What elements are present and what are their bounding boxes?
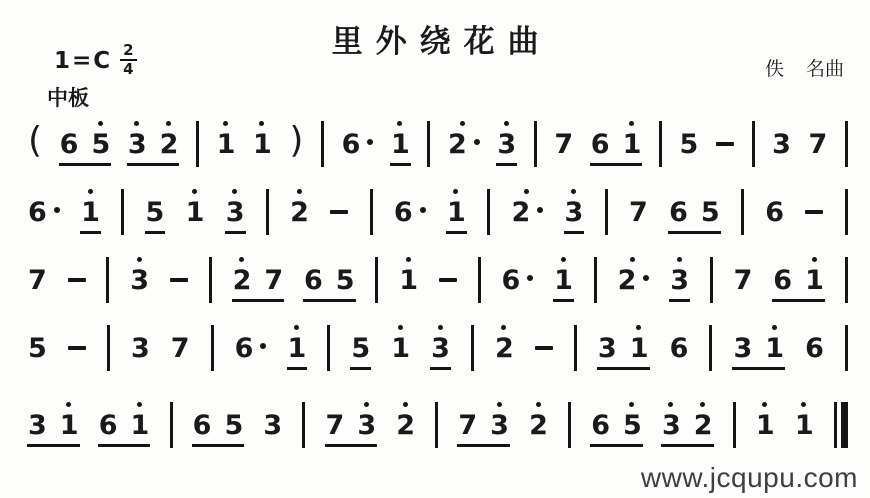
barline bbox=[375, 257, 378, 303]
octave-dot bbox=[398, 325, 403, 330]
note-number: 6 bbox=[765, 196, 785, 228]
note-group bbox=[670, 264, 690, 296]
note-number: 6 bbox=[805, 332, 824, 364]
note bbox=[733, 332, 753, 364]
note bbox=[590, 128, 610, 160]
barline bbox=[121, 189, 124, 235]
note-group bbox=[591, 409, 642, 441]
octave-dot bbox=[364, 402, 369, 407]
note-group bbox=[98, 409, 150, 441]
note-group bbox=[81, 196, 100, 228]
note-group bbox=[28, 409, 79, 441]
note bbox=[28, 196, 60, 228]
barline bbox=[845, 189, 848, 235]
note bbox=[497, 128, 517, 160]
note bbox=[391, 128, 410, 160]
octave-dot bbox=[561, 257, 566, 262]
barline bbox=[302, 402, 305, 448]
note bbox=[98, 409, 118, 441]
page-title: 里外绕花曲 bbox=[331, 24, 552, 60]
note-group bbox=[447, 196, 466, 228]
note-number: 2 bbox=[232, 264, 252, 296]
note-number: 1 bbox=[81, 196, 100, 228]
octave-dot bbox=[629, 402, 634, 407]
note bbox=[130, 409, 150, 441]
note-number: 6 bbox=[341, 128, 361, 160]
note-number: 1 bbox=[629, 332, 649, 364]
note-group bbox=[325, 409, 377, 441]
music-line bbox=[28, 398, 848, 452]
note-number: 3 bbox=[130, 264, 150, 296]
barline bbox=[211, 325, 214, 371]
note bbox=[391, 332, 411, 364]
octave-dot bbox=[239, 257, 244, 262]
note-group bbox=[661, 409, 713, 441]
duration-dot bbox=[260, 343, 266, 349]
note bbox=[263, 409, 283, 441]
music-line bbox=[28, 117, 848, 171]
duration-dot bbox=[420, 207, 426, 213]
note-number: 6 bbox=[303, 264, 323, 296]
barline bbox=[574, 325, 577, 371]
octave-dot bbox=[453, 189, 458, 194]
note bbox=[192, 409, 212, 441]
note-number: 2 bbox=[159, 128, 179, 160]
tempo-marking: 中板 bbox=[47, 85, 89, 110]
octave-dot bbox=[772, 325, 777, 330]
note bbox=[234, 332, 267, 364]
octave-dot bbox=[571, 189, 576, 194]
octave-dot bbox=[98, 121, 103, 126]
note-number: 6 bbox=[393, 196, 413, 228]
note bbox=[679, 128, 699, 160]
barline bbox=[327, 325, 330, 371]
note-group bbox=[431, 332, 450, 364]
close-paren: ) bbox=[289, 120, 304, 161]
octave-dot bbox=[166, 121, 171, 126]
barline bbox=[435, 402, 438, 448]
note bbox=[623, 409, 642, 441]
note bbox=[393, 196, 426, 228]
note-group bbox=[303, 264, 355, 296]
note-number: 2 bbox=[494, 332, 514, 364]
note bbox=[216, 128, 236, 160]
note bbox=[490, 409, 509, 441]
note bbox=[431, 332, 450, 364]
note-number: 1 bbox=[794, 409, 814, 441]
barline bbox=[427, 121, 430, 167]
note-number: 3 bbox=[490, 409, 509, 441]
barline bbox=[845, 257, 848, 303]
note-number: 5 bbox=[224, 409, 244, 441]
duration-dot bbox=[537, 207, 543, 213]
octave-dot bbox=[438, 325, 443, 330]
octave-dot bbox=[223, 121, 228, 126]
octave-dot bbox=[668, 402, 673, 407]
note bbox=[733, 264, 753, 296]
note-group bbox=[458, 409, 509, 441]
note-number: 6 bbox=[59, 128, 79, 160]
note-number: 5 bbox=[351, 332, 371, 364]
octave-dot bbox=[812, 257, 817, 262]
duration-dot bbox=[527, 275, 533, 281]
note bbox=[232, 264, 252, 296]
note bbox=[253, 128, 272, 160]
note-number: 5 bbox=[335, 264, 355, 296]
score bbox=[28, 0, 848, 498]
note-number: 7 bbox=[808, 128, 828, 160]
note-number: 6 bbox=[669, 332, 689, 364]
note-number: 1 bbox=[765, 332, 785, 364]
note bbox=[772, 128, 791, 160]
octave-dot bbox=[636, 325, 641, 330]
note-number: 3 bbox=[564, 196, 584, 228]
held-note-dash bbox=[170, 278, 188, 282]
note-number: 3 bbox=[263, 409, 283, 441]
time-denominator: 4 bbox=[123, 60, 134, 78]
note bbox=[159, 128, 179, 160]
barline bbox=[845, 121, 848, 167]
note-number: 3 bbox=[130, 332, 150, 364]
note bbox=[458, 409, 478, 441]
note bbox=[81, 196, 100, 228]
barline bbox=[752, 121, 755, 167]
note bbox=[145, 196, 165, 228]
barline bbox=[534, 121, 537, 167]
octave-dot bbox=[406, 257, 411, 262]
note bbox=[669, 196, 688, 228]
note-number: 6 bbox=[192, 409, 212, 441]
note-number: 7 bbox=[458, 409, 478, 441]
note-group bbox=[590, 128, 642, 160]
note bbox=[661, 409, 681, 441]
note-number: 1 bbox=[622, 128, 642, 160]
note-number: 3 bbox=[670, 264, 690, 296]
note-number: 5 bbox=[28, 332, 47, 364]
note bbox=[59, 409, 79, 441]
note bbox=[494, 332, 514, 364]
note bbox=[303, 264, 323, 296]
note-group bbox=[669, 196, 720, 228]
note bbox=[591, 409, 611, 441]
open-paren: ( bbox=[28, 120, 43, 161]
note-number: 6 bbox=[501, 264, 521, 296]
duration-dot bbox=[367, 139, 373, 145]
octave-dot bbox=[497, 402, 502, 407]
note bbox=[700, 196, 720, 228]
octave-dot bbox=[501, 325, 506, 330]
note-group bbox=[773, 264, 824, 296]
note-number: 2 bbox=[693, 409, 713, 441]
note-number: 1 bbox=[391, 332, 411, 364]
octave-dot bbox=[137, 257, 142, 262]
note-number: 7 bbox=[170, 332, 190, 364]
note-number: 7 bbox=[554, 128, 574, 160]
note-number: 1 bbox=[216, 128, 236, 160]
note bbox=[130, 264, 150, 296]
music-line bbox=[28, 253, 848, 307]
octave-dot bbox=[66, 402, 71, 407]
octave-dot bbox=[403, 402, 408, 407]
barline bbox=[107, 325, 110, 371]
note bbox=[628, 196, 648, 228]
note-number: 6 bbox=[591, 409, 611, 441]
note bbox=[447, 196, 466, 228]
note-number: 6 bbox=[773, 264, 793, 296]
barline bbox=[845, 325, 848, 371]
barline bbox=[370, 189, 373, 235]
barline bbox=[594, 257, 597, 303]
note-group bbox=[232, 264, 284, 296]
note-number: 2 bbox=[529, 409, 548, 441]
note-group bbox=[554, 264, 573, 296]
note-number: 3 bbox=[733, 332, 753, 364]
watermark-url: www.jcqupu.com bbox=[640, 462, 858, 493]
composer-credit: 佚 名曲 bbox=[764, 58, 844, 80]
note-number: 5 bbox=[623, 409, 642, 441]
note bbox=[669, 332, 689, 364]
note bbox=[794, 409, 814, 441]
note bbox=[554, 128, 574, 160]
held-note-dash bbox=[805, 210, 823, 214]
octave-dot bbox=[677, 257, 682, 262]
barline bbox=[487, 189, 490, 235]
note-number: 1 bbox=[755, 409, 775, 441]
note-number: 6 bbox=[98, 409, 118, 441]
octave-dot bbox=[297, 189, 302, 194]
note bbox=[264, 264, 284, 296]
barline bbox=[709, 325, 712, 371]
note-number: 1 bbox=[805, 264, 824, 296]
note bbox=[59, 128, 79, 160]
note bbox=[335, 264, 355, 296]
octave-dot bbox=[259, 121, 264, 126]
note bbox=[765, 332, 785, 364]
note bbox=[28, 264, 47, 296]
note-number: 1 bbox=[447, 196, 466, 228]
note-number: 1 bbox=[287, 332, 307, 364]
note-group bbox=[733, 332, 785, 364]
note-group bbox=[192, 409, 244, 441]
note-number: 3 bbox=[28, 409, 47, 441]
held-note-dash bbox=[330, 210, 348, 214]
note bbox=[325, 409, 345, 441]
note-number: 6 bbox=[590, 128, 610, 160]
note-number: 1 bbox=[391, 128, 410, 160]
octave-dot bbox=[137, 402, 142, 407]
note bbox=[597, 332, 617, 364]
note-number: 2 bbox=[290, 196, 309, 228]
note bbox=[693, 409, 713, 441]
note bbox=[511, 196, 543, 228]
note-number: 1 bbox=[253, 128, 272, 160]
barline bbox=[106, 257, 109, 303]
held-note-dash bbox=[716, 142, 734, 146]
barline bbox=[710, 257, 713, 303]
note bbox=[185, 196, 205, 228]
held-note-dash bbox=[68, 278, 86, 282]
note bbox=[357, 409, 377, 441]
note-number: 3 bbox=[357, 409, 377, 441]
note-number: 1 bbox=[399, 264, 419, 296]
barline bbox=[605, 189, 608, 235]
note bbox=[448, 128, 480, 160]
held-note-dash bbox=[68, 346, 86, 350]
note-number: 5 bbox=[700, 196, 720, 228]
octave-dot bbox=[88, 189, 93, 194]
note-number: 5 bbox=[145, 196, 165, 228]
note-number: 3 bbox=[597, 332, 617, 364]
octave-dot bbox=[192, 189, 197, 194]
octave-dot bbox=[134, 121, 139, 126]
octave-dot bbox=[504, 121, 509, 126]
note bbox=[127, 128, 147, 160]
octave-dot bbox=[762, 402, 767, 407]
note-number: 7 bbox=[28, 264, 47, 296]
note bbox=[564, 196, 584, 228]
note-number: 3 bbox=[127, 128, 147, 160]
note-group bbox=[127, 128, 179, 160]
note-number: 6 bbox=[28, 196, 47, 228]
barline bbox=[741, 189, 744, 235]
note-number: 1 bbox=[185, 196, 205, 228]
note bbox=[805, 264, 824, 296]
note bbox=[28, 409, 47, 441]
note-group bbox=[287, 332, 307, 364]
duration-dot bbox=[54, 207, 60, 213]
duration-dot bbox=[474, 139, 480, 145]
note bbox=[396, 409, 416, 441]
note-number: 2 bbox=[617, 264, 637, 296]
note-group bbox=[225, 196, 245, 228]
barline bbox=[266, 189, 269, 235]
note bbox=[225, 196, 245, 228]
note bbox=[773, 264, 793, 296]
note-number: 7 bbox=[628, 196, 648, 228]
barline bbox=[471, 325, 474, 371]
note-number: 1 bbox=[130, 409, 150, 441]
note-number: 5 bbox=[91, 128, 111, 160]
note-group bbox=[391, 128, 410, 160]
note-number: 1 bbox=[59, 409, 79, 441]
held-note-dash bbox=[535, 346, 553, 350]
note bbox=[629, 332, 649, 364]
note bbox=[351, 332, 371, 364]
note-number: 6 bbox=[669, 196, 688, 228]
note bbox=[399, 264, 419, 296]
note bbox=[622, 128, 642, 160]
note bbox=[501, 264, 534, 296]
note-group bbox=[564, 196, 584, 228]
note-number: 7 bbox=[264, 264, 284, 296]
note bbox=[28, 332, 47, 364]
music-line bbox=[28, 185, 848, 239]
time-numerator: 2 bbox=[120, 43, 136, 61]
note bbox=[765, 196, 785, 228]
note-number: 3 bbox=[497, 128, 517, 160]
note bbox=[755, 409, 775, 441]
final-barline bbox=[834, 402, 848, 448]
barline bbox=[321, 121, 324, 167]
barline bbox=[209, 257, 212, 303]
note-group bbox=[59, 128, 111, 160]
note-number: 7 bbox=[733, 264, 753, 296]
note-group bbox=[597, 332, 649, 364]
octave-dot bbox=[536, 402, 541, 407]
octave-dot bbox=[801, 402, 806, 407]
music-line bbox=[28, 321, 848, 375]
barline bbox=[659, 121, 662, 167]
barline bbox=[733, 402, 736, 448]
octave-dot bbox=[630, 257, 635, 262]
note bbox=[130, 332, 150, 364]
note bbox=[617, 264, 650, 296]
note-number: 3 bbox=[661, 409, 681, 441]
duration-dot bbox=[643, 275, 649, 281]
note bbox=[670, 264, 690, 296]
barline bbox=[568, 402, 571, 448]
note bbox=[808, 128, 828, 160]
barline bbox=[170, 402, 173, 448]
key-text: 1=C bbox=[54, 48, 113, 74]
note-number: 3 bbox=[225, 196, 245, 228]
note bbox=[529, 409, 548, 441]
note bbox=[287, 332, 307, 364]
note-number: 3 bbox=[772, 128, 791, 160]
octave-dot bbox=[232, 189, 237, 194]
note-group bbox=[497, 128, 517, 160]
barline bbox=[196, 121, 199, 167]
barline bbox=[478, 257, 481, 303]
note bbox=[91, 128, 111, 160]
octave-dot bbox=[524, 189, 529, 194]
note-group bbox=[145, 196, 165, 228]
note bbox=[554, 264, 573, 296]
note-number: 2 bbox=[448, 128, 467, 160]
note bbox=[341, 128, 374, 160]
note-group bbox=[351, 332, 371, 364]
note bbox=[170, 332, 190, 364]
held-note-dash bbox=[439, 278, 457, 282]
note-number: 7 bbox=[325, 409, 345, 441]
octave-dot bbox=[629, 121, 634, 126]
note bbox=[290, 196, 309, 228]
octave-dot bbox=[460, 121, 465, 126]
note-number: 1 bbox=[554, 264, 573, 296]
octave-dot bbox=[700, 402, 705, 407]
note-number: 5 bbox=[679, 128, 699, 160]
note-number: 6 bbox=[234, 332, 254, 364]
note-number: 3 bbox=[431, 332, 450, 364]
note-number: 2 bbox=[511, 196, 531, 228]
octave-dot bbox=[397, 121, 402, 126]
note-number: 2 bbox=[396, 409, 416, 441]
note bbox=[805, 332, 824, 364]
note bbox=[224, 409, 244, 441]
octave-dot bbox=[294, 325, 299, 330]
